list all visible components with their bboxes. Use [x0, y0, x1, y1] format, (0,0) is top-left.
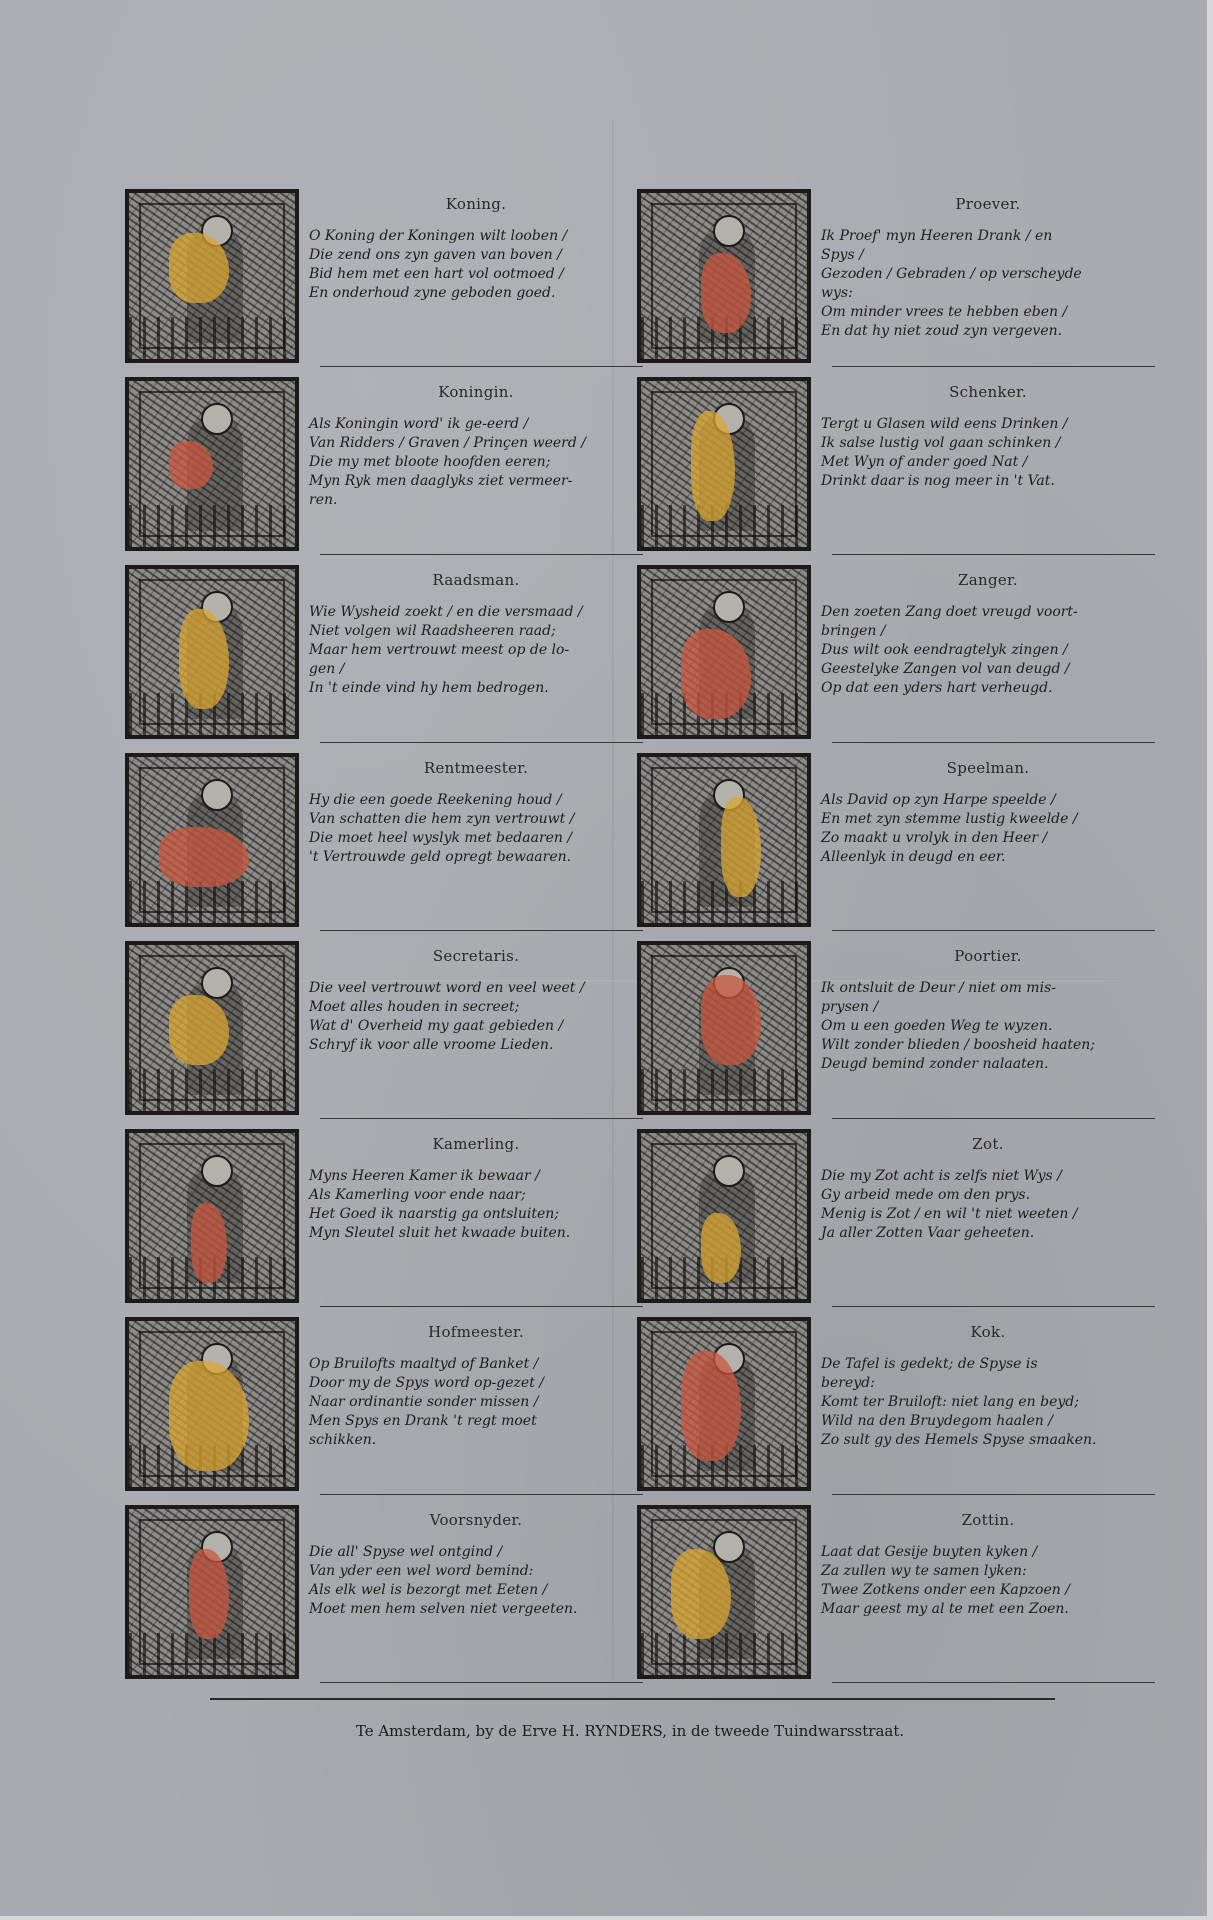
entry-divider [832, 930, 1155, 931]
entry-title: Speelman. [946, 759, 1030, 777]
verse-line: Moet men hem selven niet vergeeten. [309, 1601, 578, 1617]
entry-divider [320, 930, 643, 931]
verse-lines [821, 227, 1155, 341]
verse-entry [637, 559, 1155, 747]
verse-line: Den zoeten Zang doet vreugd voort- [821, 604, 1078, 620]
verse-line: Bid hem met een hart vol ootmoed / [309, 266, 564, 282]
verse-lines [309, 415, 643, 510]
verse-line: Twee Zotkens onder een Kapzoen / [821, 1582, 1070, 1598]
verse-entry [125, 1499, 643, 1687]
woodcut-illustration [637, 189, 811, 363]
verse-text-block [309, 1311, 643, 1450]
verse-lines [821, 603, 1155, 698]
woodcut-illustration [125, 1505, 299, 1679]
verse-line: Komt ter Bruiloft: niet lang en beyd; [821, 1394, 1079, 1410]
verse-line: Om u een goeden Weg te wyzen. [821, 1018, 1053, 1034]
woodcut-illustration [637, 565, 811, 739]
woodcut-figure-head [713, 591, 745, 623]
verse-line: Myns Heeren Kamer ik bewaar / [309, 1168, 540, 1184]
verse-line: bringen / [821, 623, 886, 639]
verse-lines [309, 227, 643, 303]
entry-title: Zanger. [958, 571, 1018, 589]
verse-line: In 't einde vind hy hem bedrogen. [309, 680, 549, 696]
entry-divider [832, 1306, 1155, 1307]
verse-line: Spys / [821, 247, 864, 263]
verse-entry [125, 371, 643, 559]
verse-line: Die all' Spyse wel ontgind / [309, 1544, 503, 1560]
verse-lines [821, 1543, 1155, 1619]
verse-lines [309, 979, 643, 1055]
verse-entry [637, 747, 1155, 935]
verse-entry [125, 559, 643, 747]
verse-lines [821, 1167, 1155, 1243]
woodcut-illustration [125, 941, 299, 1115]
verse-entry [637, 371, 1155, 559]
entry-divider [320, 1306, 643, 1307]
woodcut-figure-head [201, 403, 233, 435]
woodcut-illustration [637, 753, 811, 927]
imprint: Te Amsterdam, by de Erve H. RYNDERS, in de tweede Tuindwarsstraat. [355, 1722, 905, 1740]
verse-line: Het Goed ik naarstig ga ontsluiten; [309, 1206, 560, 1222]
verse-line: Ik Proef' myn Heeren Drank / en [821, 228, 1053, 244]
verse-line: bereyd: [821, 1375, 875, 1391]
entry-title: Kok. [970, 1323, 1006, 1341]
verse-line: Zo maakt u vrolyk in den Heer / [821, 830, 1048, 846]
verse-line: Wie Wysheid zoekt / en die versmaad / [309, 604, 583, 620]
entry-divider [320, 366, 643, 367]
entry-title: Zot. [972, 1135, 1004, 1153]
verse-entry [125, 1123, 643, 1311]
verse-line: Geestelyke Zangen vol van deugd / [821, 661, 1070, 677]
verse-text-block [821, 371, 1155, 491]
verse-line: Met Wyn of ander goed Nat / [821, 454, 1028, 470]
woodcut-illustration [637, 1129, 811, 1303]
verse-line: O Koning der Koningen wilt looben / [309, 228, 568, 244]
verse-entry [125, 183, 643, 371]
verse-text-block [821, 747, 1155, 867]
verse-line: Menig is Zot / en wil 't niet weeten / [821, 1206, 1078, 1222]
verse-entry [637, 1311, 1155, 1499]
entry-divider [320, 1118, 643, 1119]
verse-line: Om minder vrees te hebben eben / [821, 304, 1068, 320]
verse-line: Zo sult gy des Hemels Spyse smaaken. [821, 1432, 1097, 1448]
entry-title: Proever. [955, 195, 1021, 213]
verse-text-block [309, 1123, 643, 1243]
verse-line: Za zullen wy te samen lyken: [821, 1563, 1027, 1579]
verse-line: Van yder een wel word bemind: [309, 1563, 534, 1579]
left-column [125, 183, 643, 1687]
verse-line: Moet alles houden in secreet; [309, 999, 520, 1015]
verse-line: Niet volgen wil Raadsheeren raad; [309, 623, 556, 639]
verse-line: Op dat een yders hart verheugd. [821, 680, 1053, 696]
verse-line: Laat dat Gesije buyten kyken / [821, 1544, 1038, 1560]
verse-line: Van schatten die hem zyn vertrouwt / [309, 811, 575, 827]
woodcut-illustration [637, 1317, 811, 1491]
woodcut-figure-head [201, 1155, 233, 1187]
woodcut-illustration [125, 189, 299, 363]
verse-text-block [821, 1499, 1155, 1619]
verse-line: Als David op zyn Harpe speelde / [821, 792, 1056, 808]
entry-divider [832, 554, 1155, 555]
verse-text-block [821, 1311, 1155, 1450]
verse-line: Als Koningin word' ik ge-eerd / [309, 416, 529, 432]
woodcut-figure-head [713, 215, 745, 247]
woodcut-illustration [125, 753, 299, 927]
verse-line: Wild na den Bruydegom haalen / [821, 1413, 1053, 1429]
verse-line: Die my Zot acht is zelfs niet Wys / [821, 1168, 1062, 1184]
entry-title: Schenker. [949, 383, 1027, 401]
verse-line: Wat d' Overheid my gaat gebieden / [309, 1018, 564, 1034]
verse-text-block [821, 1123, 1155, 1243]
verse-entry [125, 747, 643, 935]
verse-line: Die my met bloote hoofden eeren; [309, 454, 551, 470]
verse-line: Ik salse lustig vol gaan schinken / [821, 435, 1061, 451]
verse-line: Maar hem vertrouwt meest op de lo- [309, 642, 570, 658]
verse-line: Schryf ik voor alle vroome Lieden. [309, 1037, 554, 1053]
verse-lines [309, 603, 643, 698]
verse-line: Men Spys en Drank 't regt moet [309, 1413, 537, 1429]
verse-line: Gezoden / Gebraden / op verscheyde [821, 266, 1082, 282]
verse-entry [125, 1311, 643, 1499]
verse-line: Gy arbeid mede om den prys. [821, 1187, 1031, 1203]
entry-title: Voorsnyder. [429, 1511, 523, 1529]
verse-lines [821, 415, 1155, 491]
entry-title: Rentmeester. [423, 759, 529, 777]
verse-entry [637, 183, 1155, 371]
woodcut-figure-head [201, 779, 233, 811]
verse-line: Deugd bemind zonder nalaaten. [821, 1056, 1049, 1072]
entry-title: Kamerling. [432, 1135, 520, 1153]
verse-line: Hy die een goede Reekening houd / [309, 792, 562, 808]
verse-line: Wilt zonder blieden / boosheid haaten; [821, 1037, 1096, 1053]
entry-title: Poortier. [954, 947, 1022, 965]
verse-line: Dus wilt ook eendragtelyk zingen / [821, 642, 1068, 658]
verse-entry [637, 1123, 1155, 1311]
entry-title: Zottin. [961, 1511, 1015, 1529]
verse-line: ren. [309, 492, 338, 508]
woodcut-illustration [637, 377, 811, 551]
verse-lines [821, 791, 1155, 867]
verse-text-block [309, 559, 643, 698]
verse-text-block [309, 935, 643, 1055]
entry-divider [320, 1494, 643, 1495]
verse-line: Myn Sleutel sluit het kwaade buiten. [309, 1225, 571, 1241]
verse-text-block [309, 183, 643, 303]
verse-text-block [309, 747, 643, 867]
verse-lines [309, 1355, 643, 1450]
verse-line: Op Bruilofts maaltyd of Banket / [309, 1356, 539, 1372]
verse-text-block [309, 1499, 643, 1619]
verse-line: En dat hy niet zoud zyn vergeven. [821, 323, 1063, 339]
entry-title: Koningin. [438, 383, 514, 401]
verse-entry [125, 935, 643, 1123]
woodcut-figure-head [201, 967, 233, 999]
verse-lines [309, 791, 643, 867]
woodcut-illustration [125, 1129, 299, 1303]
verse-line: Die zend ons zyn gaven van boven / [309, 247, 562, 263]
entry-divider [832, 742, 1155, 743]
woodcut-figure-head [713, 1155, 745, 1187]
verse-line: Ik ontsluit de Deur / niet om mis- [821, 980, 1056, 996]
verse-line: prysen / [821, 999, 879, 1015]
entry-divider [832, 1118, 1155, 1119]
entry-title: Koning. [445, 195, 507, 213]
verse-text-block [821, 935, 1155, 1074]
verse-text-block [821, 183, 1155, 341]
verse-line: Drinkt daar is nog meer in 't Vat. [821, 473, 1055, 489]
verse-entry [637, 1499, 1155, 1687]
entry-title: Raadsman. [432, 571, 520, 589]
verse-line: Tergt u Glasen wild eens Drinken / [821, 416, 1068, 432]
verse-lines [309, 1543, 643, 1619]
verse-line: Alleenlyk in deugd en eer. [821, 849, 1006, 865]
entry-divider [320, 1682, 643, 1683]
verse-lines [821, 1355, 1155, 1450]
verse-text-block [309, 371, 643, 510]
entry-divider [832, 1682, 1155, 1683]
entry-title: Secretaris. [432, 947, 520, 965]
verse-line: Als Kamerling voor ende naar; [309, 1187, 526, 1203]
entry-divider [832, 366, 1155, 367]
verse-lines [309, 1167, 643, 1243]
verse-line: Door my de Spys word op-gezet / [309, 1375, 544, 1391]
bottom-rule [210, 1698, 1055, 1700]
right-column [637, 183, 1155, 1687]
verse-line: Ja aller Zotten Vaar geheeten. [821, 1225, 1035, 1241]
entry-divider [832, 1494, 1155, 1495]
color-wash [169, 441, 213, 489]
verse-text-block [821, 559, 1155, 698]
verse-line: En met zyn stemme lustig kweelde / [821, 811, 1078, 827]
woodcut-illustration [637, 1505, 811, 1679]
verse-line: De Tafel is gedekt; de Spyse is [821, 1356, 1038, 1372]
verse-line: Maar geest my al te met een Zoen. [821, 1601, 1069, 1617]
verse-line: Die moet heel wyslyk met bedaaren / [309, 830, 573, 846]
verse-line: schikken. [309, 1432, 377, 1448]
verse-line: En onderhoud zyne geboden goed. [309, 285, 556, 301]
entry-divider [320, 554, 643, 555]
woodcut-illustration [125, 377, 299, 551]
verse-line: Myn Ryk men daaglyks ziet vermeer- [309, 473, 573, 489]
verse-line: Als elk wel is bezorgt met Eeten / [309, 1582, 548, 1598]
verse-line: Die veel vertrouwt word en veel weet / [309, 980, 585, 996]
woodcut-illustration [125, 565, 299, 739]
verse-line: 't Vertrouwde geld opregt bewaaren. [309, 849, 572, 865]
woodcut-illustration [125, 1317, 299, 1491]
verse-line: gen / [309, 661, 345, 677]
verse-line: wys: [821, 285, 853, 301]
verse-line: Van Ridders / Graven / Prinçen weerd / [309, 435, 586, 451]
entry-title: Hofmeester. [428, 1323, 524, 1341]
verse-lines [821, 979, 1155, 1074]
entry-divider [320, 742, 643, 743]
verse-line: Naar ordinantie sonder missen / [309, 1394, 539, 1410]
verse-entry [637, 935, 1155, 1123]
woodcut-illustration [637, 941, 811, 1115]
